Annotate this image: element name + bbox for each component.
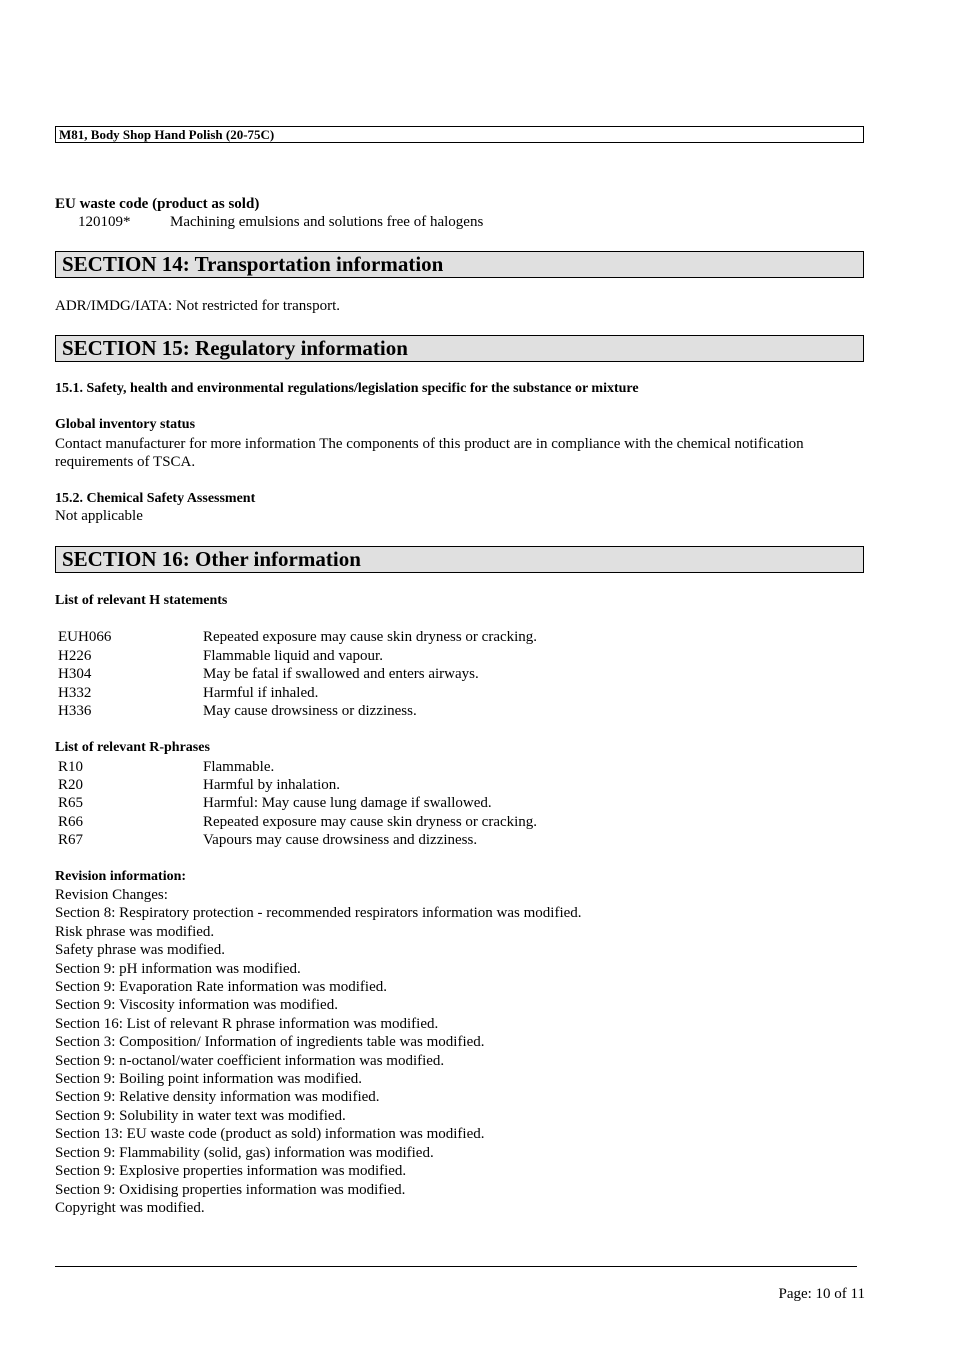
h-statement-row bbox=[58, 628, 537, 646]
revision-line: Risk phrase was modified. bbox=[55, 923, 215, 940]
section-15-2-heading: 15.2. Chemical Safety Assessment bbox=[55, 491, 256, 506]
section-15-1-heading: 15.1. Safety, health and environmental regulations/legislation specific for the substance or mixture bbox=[55, 381, 639, 396]
r-phrase-row bbox=[58, 831, 477, 849]
h-code: H304 bbox=[58, 666, 92, 682]
r-text: Harmful by inhalation. bbox=[203, 777, 341, 793]
revision-line: Section 9: Evaporation Rate information was modified. bbox=[55, 979, 388, 996]
r-text: Flammable. bbox=[203, 759, 275, 775]
r-code: R67 bbox=[58, 832, 84, 848]
waste-code-description: Machining emulsions and solutions free of halogens bbox=[170, 214, 484, 230]
revision-list bbox=[55, 886, 867, 1217]
section-14-title: SECTION 14: Transportation information bbox=[55, 251, 864, 278]
r-phrase-row bbox=[58, 776, 340, 794]
inventory-text: Contact manufacturer for more information The components of this product are in compliance with the chemical notification requirements of TSCA. bbox=[55, 436, 804, 470]
h-statement-row bbox=[58, 702, 417, 720]
h-code: H332 bbox=[58, 685, 92, 701]
revision-line: Section 16: List of relevant R phrase information was modified. bbox=[55, 1015, 439, 1032]
revision-line: Section 9: pH information was modified. bbox=[55, 960, 301, 977]
revision-line: Section 13: EU waste code (product as sold) information was modified. bbox=[55, 1126, 485, 1143]
revision-line: Section 9: Boiling point information was modified. bbox=[55, 1071, 363, 1088]
h-statements-heading: List of relevant H statements bbox=[55, 593, 228, 608]
r-phrases-heading: List of relevant R-phrases bbox=[55, 740, 210, 755]
revision-line: Safety phrase was modified. bbox=[55, 942, 225, 959]
r-text: Vapours may cause drowsiness and dizziness. bbox=[203, 832, 478, 848]
r-text: Repeated exposure may cause skin dryness or cracking. bbox=[203, 814, 538, 830]
revision-line: Section 8: Respiratory protection - recommended respirators information was modified. bbox=[55, 905, 582, 922]
revision-line: Section 9: Oxidising properties information was modified. bbox=[55, 1181, 406, 1198]
revision-line: Copyright was modified. bbox=[55, 1199, 205, 1216]
h-statement-row bbox=[58, 647, 383, 665]
section-15-title: SECTION 15: Regulatory information bbox=[55, 335, 864, 362]
h-statement-row bbox=[58, 665, 479, 683]
revision-line: Section 9: Solubility in water text was modified. bbox=[55, 1107, 346, 1124]
revision-heading: Revision information: bbox=[55, 869, 187, 884]
r-phrase-row bbox=[58, 758, 274, 776]
section-16-title: SECTION 16: Other information bbox=[55, 546, 864, 573]
revision-line: Section 9: n-octanol/water coefficient information was modified. bbox=[55, 1052, 445, 1069]
h-text: Flammable liquid and vapour. bbox=[203, 648, 383, 664]
revision-line: Section 9: Flammability (solid, gas) information was modified. bbox=[55, 1144, 434, 1161]
waste-code: 120109* bbox=[78, 214, 131, 230]
revision-line: Revision Changes: bbox=[55, 887, 168, 903]
transport-text: ADR/IMDG/IATA: Not restricted for transport. bbox=[55, 298, 340, 314]
h-code: H226 bbox=[58, 648, 92, 664]
r-text: Harmful: May cause lung damage if swallowed. bbox=[203, 795, 492, 811]
footer-divider bbox=[55, 1266, 857, 1267]
r-code: R66 bbox=[58, 814, 84, 830]
h-code: EUH066 bbox=[58, 629, 112, 645]
r-phrase-row bbox=[58, 794, 492, 812]
page-number: Page: 10 of 11 bbox=[778, 1286, 865, 1302]
r-code: R10 bbox=[58, 759, 84, 775]
revision-line: Section 9: Viscosity information was modified. bbox=[55, 997, 338, 1014]
chemical-safety-text: Not applicable bbox=[55, 508, 143, 524]
revision-line: Section 3: Composition/ Information of ingredients table was modified. bbox=[55, 1034, 485, 1051]
h-statement-row bbox=[58, 684, 318, 702]
h-code: H336 bbox=[58, 703, 92, 719]
h-text: Repeated exposure may cause skin dryness or cracking. bbox=[203, 629, 538, 645]
h-text: Harmful if inhaled. bbox=[203, 685, 319, 701]
h-text: May cause drowsiness or dizziness. bbox=[203, 703, 417, 719]
r-code: R65 bbox=[58, 795, 84, 811]
inventory-heading: Global inventory status bbox=[55, 417, 196, 432]
revision-line: Section 9: Relative density information was modified. bbox=[55, 1089, 380, 1106]
r-code: R20 bbox=[58, 777, 84, 793]
r-phrase-row bbox=[58, 813, 537, 831]
revision-line: Section 9: Explosive properties information was modified. bbox=[55, 1163, 407, 1180]
h-text: May be fatal if swallowed and enters airways. bbox=[203, 666, 479, 682]
waste-code-heading: EU waste code (product as sold) bbox=[55, 196, 260, 212]
product-header: M81, Body Shop Hand Polish (20-75C) bbox=[55, 126, 864, 143]
